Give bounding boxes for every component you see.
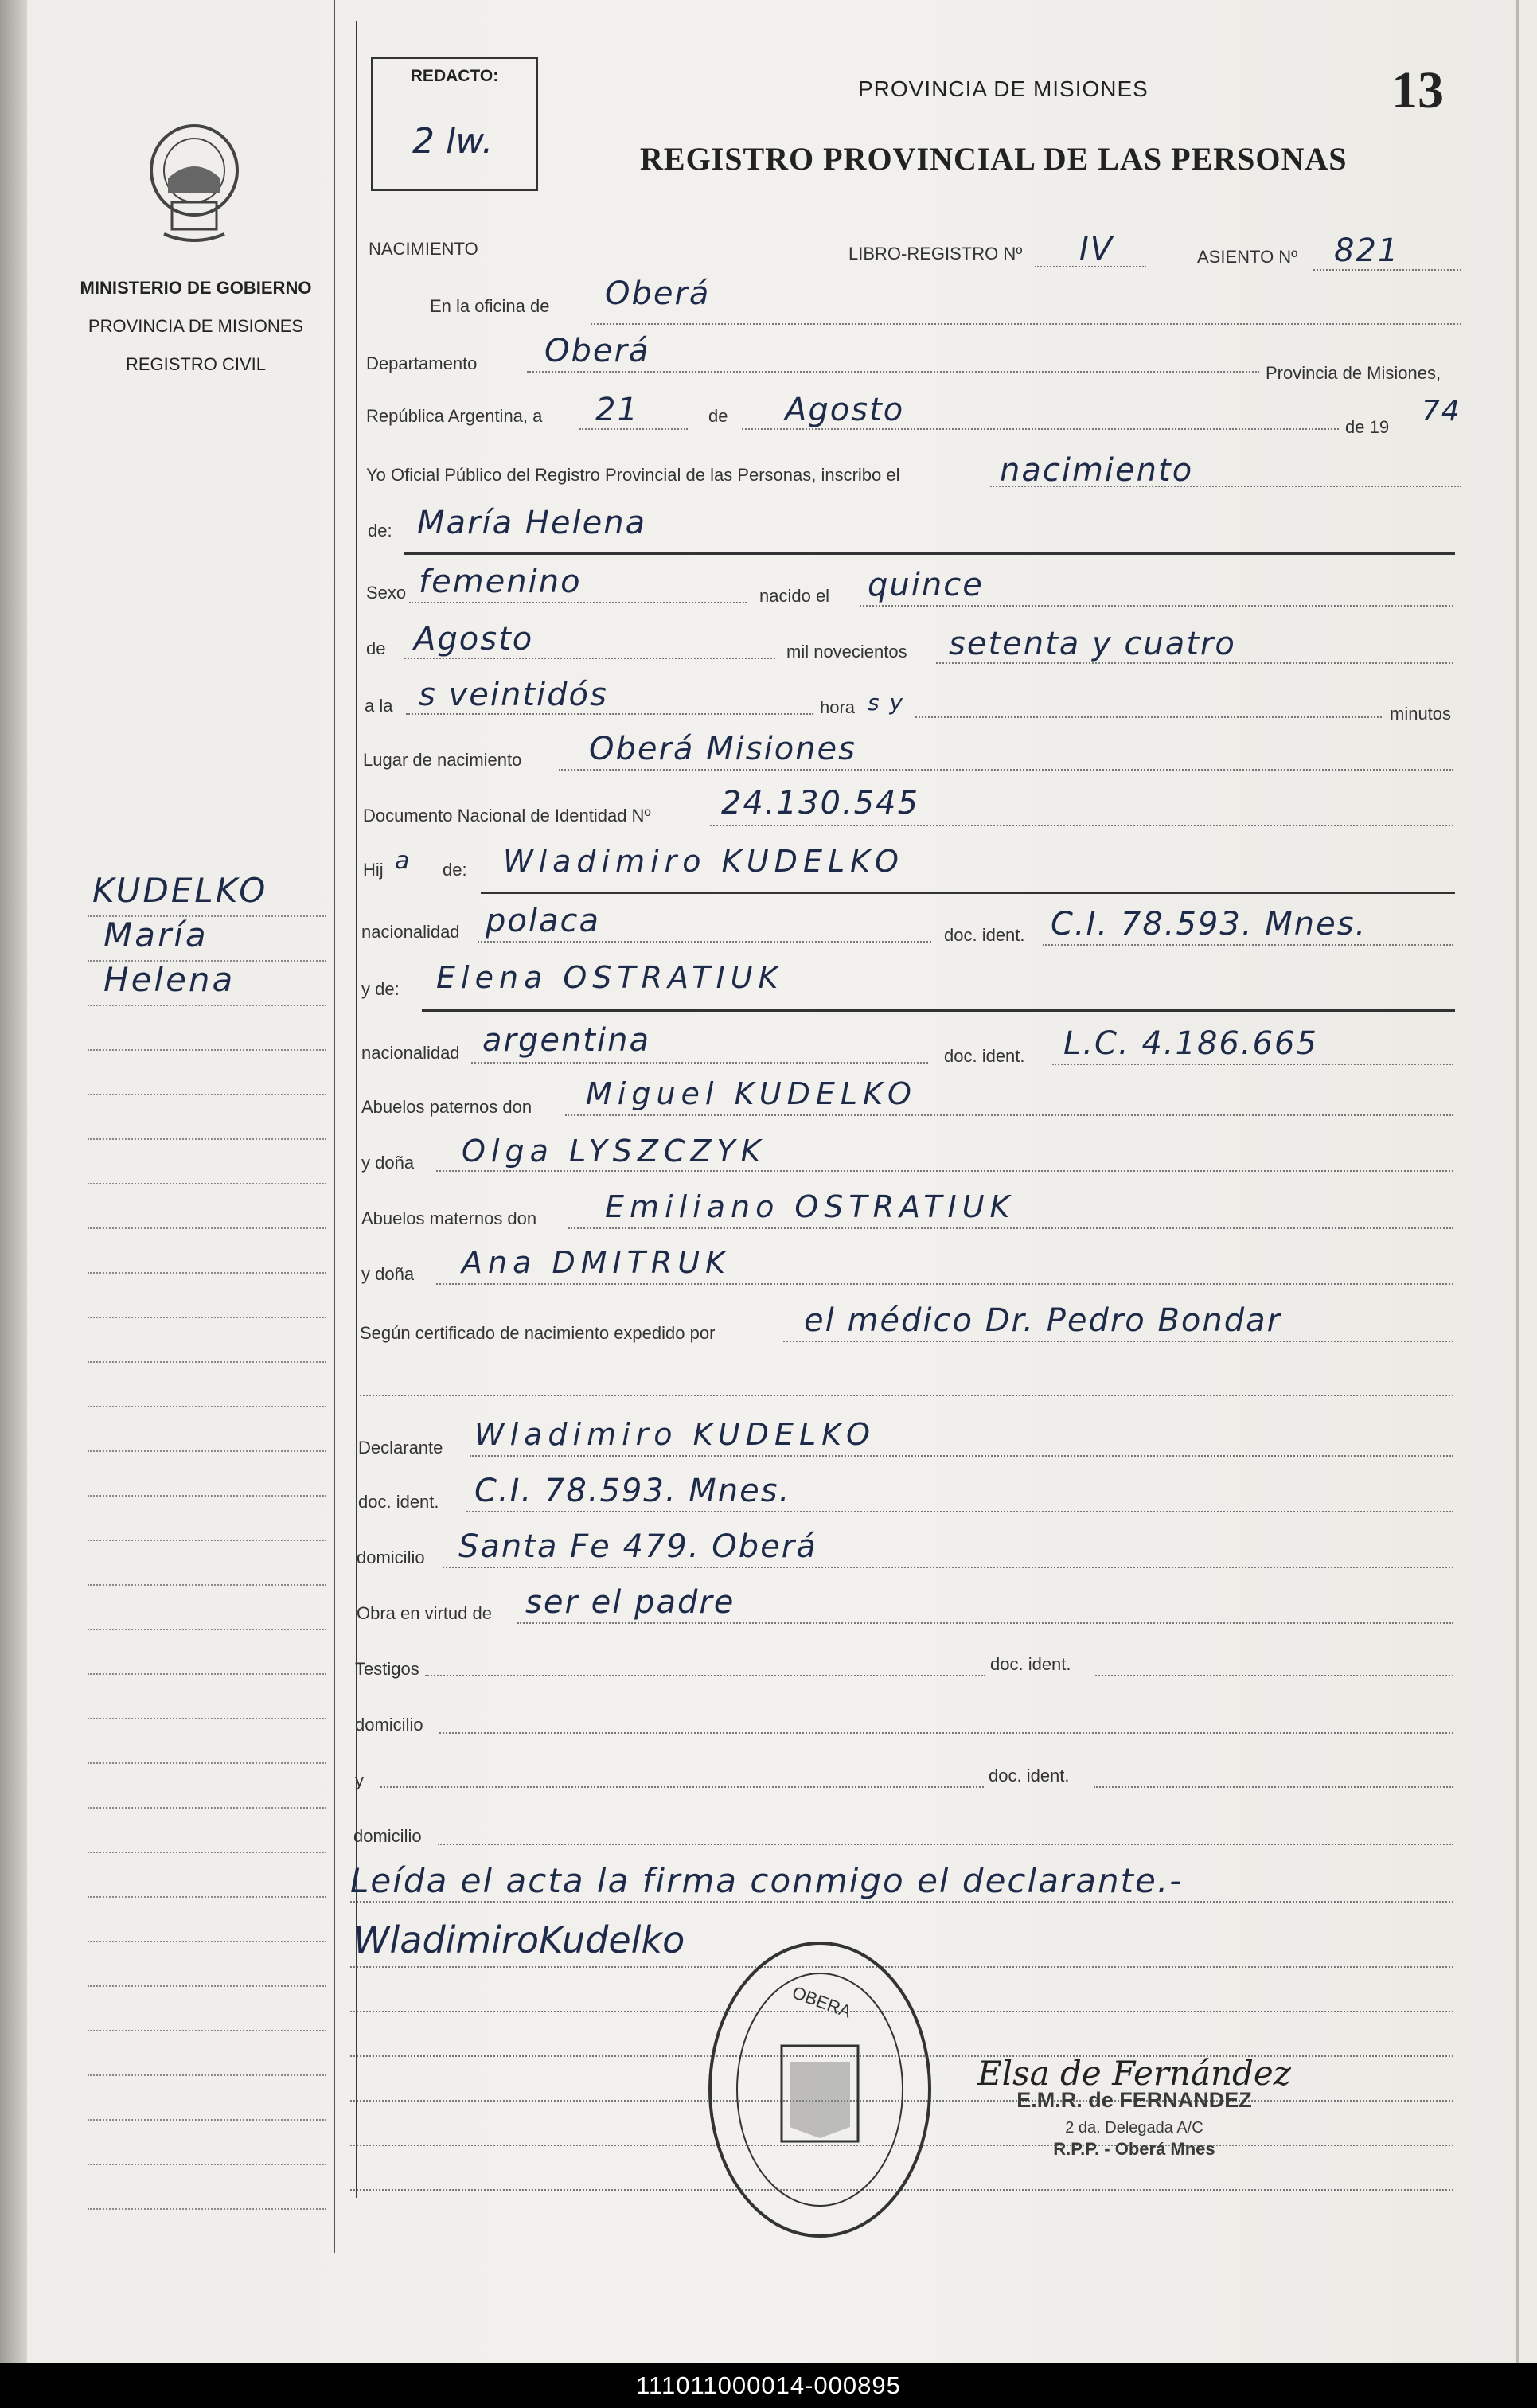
margin-ruled-line bbox=[88, 1673, 326, 1675]
label-de3: de bbox=[366, 638, 386, 658]
dotline bbox=[565, 1114, 1453, 1116]
dotline bbox=[471, 1062, 928, 1064]
margin-ruled-line bbox=[88, 915, 326, 917]
label-oficina: En la oficina de bbox=[430, 296, 550, 316]
dotline bbox=[1313, 269, 1461, 271]
dotline bbox=[527, 371, 1259, 373]
dotline bbox=[710, 825, 1453, 826]
label-hij: Hij bbox=[363, 860, 384, 880]
official-stamp-icon bbox=[700, 1934, 939, 2245]
margin-ruled-line bbox=[88, 1852, 326, 1853]
ministry-civil: REGISTRO CIVIL bbox=[125, 354, 267, 374]
label-testigos: Testigos bbox=[355, 1659, 419, 1679]
dotline bbox=[360, 1395, 1453, 1396]
label-nacimiento: NACIMIENTO bbox=[369, 239, 478, 259]
dotline bbox=[1095, 1675, 1453, 1676]
margin-ruled-line bbox=[88, 1495, 326, 1497]
value-madre: Elena OSTRATIUK bbox=[436, 960, 784, 995]
dotline bbox=[404, 658, 775, 659]
margin-ruled-line bbox=[88, 2208, 326, 2210]
label-nac2: nacionalidad bbox=[361, 1043, 460, 1063]
margin-note-surname: KUDELKO bbox=[92, 871, 268, 910]
margin-ruled-line bbox=[88, 1584, 326, 1586]
value-libro: IV bbox=[1079, 231, 1114, 267]
margin-ruled-line bbox=[88, 1406, 326, 1407]
label-doc1: doc. ident. bbox=[944, 925, 1025, 945]
label-dom2: domicilio bbox=[355, 1715, 423, 1735]
ministry-province: PROVINCIA DE MISIONES bbox=[88, 316, 304, 336]
margin-ruled-line bbox=[88, 1807, 326, 1809]
value-ab-pat2: Olga LYSZCZYK bbox=[462, 1134, 767, 1169]
value-departamento: Oberá bbox=[544, 333, 650, 369]
dotline bbox=[1035, 266, 1146, 267]
label-nacido: nacido el bbox=[759, 586, 830, 606]
value-padre: Wladimiro KUDELKO bbox=[503, 844, 904, 879]
margin-ruled-line bbox=[88, 1985, 326, 1987]
dotline bbox=[1052, 1064, 1453, 1065]
label-obra: Obra en virtud de bbox=[357, 1603, 492, 1623]
official-role: 2 da. Delegada A/C bbox=[1065, 2119, 1203, 2137]
margin-ruled-line bbox=[88, 1629, 326, 1630]
dotline bbox=[1043, 944, 1453, 946]
value-doc2: L.C. 4.186.665 bbox=[1063, 1025, 1318, 1062]
margin-ruled-line bbox=[88, 960, 326, 962]
margin-ruled-line bbox=[88, 1183, 326, 1184]
registry-heading: REGISTRO PROVINCIAL DE LAS PERSONAS bbox=[640, 141, 1348, 177]
label-provincia-suffix: Provincia de Misiones, bbox=[1266, 363, 1441, 383]
dotline bbox=[436, 1283, 1453, 1285]
label-republica: República Argentina, a bbox=[366, 406, 543, 426]
dotline bbox=[860, 605, 1453, 607]
value-obra: ser el padre bbox=[525, 1584, 735, 1621]
margin-ruled-line bbox=[88, 1896, 326, 1898]
redacto-box bbox=[371, 57, 538, 191]
dotline bbox=[990, 486, 1461, 487]
label-libro: LIBRO-REGISTRO Nº bbox=[848, 244, 1023, 263]
value-ab-pat: Miguel KUDELKO bbox=[586, 1076, 917, 1111]
dotline bbox=[517, 1622, 1453, 1624]
dotline bbox=[439, 1732, 1453, 1734]
value-inscribo: nacimiento bbox=[1000, 452, 1194, 489]
label-lugar: Lugar de nacimiento bbox=[363, 750, 522, 770]
label-doc3: doc. ident. bbox=[358, 1492, 439, 1512]
value-hora-text: s veintidós bbox=[419, 677, 608, 713]
label-sexo: Sexo bbox=[366, 583, 407, 603]
dotline bbox=[425, 1675, 985, 1676]
ministry-block bbox=[53, 269, 339, 384]
dotline bbox=[915, 716, 1382, 718]
official-signature-block bbox=[977, 2054, 1291, 2160]
margin-ruled-line bbox=[88, 2164, 326, 2165]
footer-code: 111011000014-000895 bbox=[0, 2363, 1537, 2408]
province-seal-icon bbox=[148, 123, 240, 244]
dotline bbox=[1094, 1786, 1453, 1788]
margin-ruled-line bbox=[88, 1540, 326, 1541]
official-place: R.P.P. - Oberá Mnes bbox=[1053, 2139, 1215, 2159]
value-dia: 21 bbox=[595, 392, 639, 428]
value-hora-suffix: s y bbox=[868, 689, 905, 716]
dotline bbox=[579, 428, 688, 430]
value-segun: el médico Dr. Pedro Bondar bbox=[804, 1302, 1282, 1339]
value-nombre: María Helena bbox=[417, 505, 647, 541]
label-nac1: nacionalidad bbox=[361, 922, 460, 942]
svg-text:OBERA: OBERA bbox=[790, 1982, 855, 2022]
province-heading: PROVINCIA DE MISIONES bbox=[858, 76, 1149, 101]
solidline bbox=[404, 552, 1455, 555]
margin-ruled-line bbox=[88, 1718, 326, 1719]
redacto-value: 2 lw. bbox=[412, 121, 493, 162]
right-edge bbox=[1516, 0, 1519, 2363]
dotline bbox=[742, 428, 1339, 430]
margin-ruled-line bbox=[88, 1005, 326, 1006]
label-doc2: doc. ident. bbox=[944, 1046, 1025, 1066]
value-hij-suffix: a bbox=[395, 847, 412, 875]
value-nac1: polaca bbox=[486, 903, 600, 939]
margin-ruled-line bbox=[88, 1361, 326, 1363]
dotline bbox=[406, 713, 813, 715]
margin-ruled-line bbox=[88, 1762, 326, 1764]
label-y: y bbox=[355, 1770, 364, 1790]
margin-note-name1: María bbox=[103, 915, 209, 954]
label-hora: hora bbox=[820, 697, 856, 717]
official-name: E.M.R. de FERNANDEZ bbox=[1016, 2088, 1252, 2112]
label-yo-oficial: Yo Oficial Público del Registro Provincial de las Personas, inscribo el bbox=[366, 465, 900, 485]
redacto-label: REDACTO: bbox=[410, 67, 499, 85]
value-nacido: quince bbox=[868, 567, 984, 603]
label-segun: Según certificado de nacimiento expedido por bbox=[360, 1323, 716, 1343]
label-de: de bbox=[708, 406, 728, 426]
dotline bbox=[783, 1341, 1453, 1342]
label-a-la: a la bbox=[365, 696, 393, 716]
label-ydona1: y doña bbox=[361, 1153, 415, 1173]
margin-ruled-line bbox=[88, 2119, 326, 2121]
label-anio: de 19 bbox=[1345, 417, 1390, 437]
margin-ruled-line bbox=[88, 2074, 326, 2076]
margin-ruled-line bbox=[88, 1317, 326, 1318]
value-mes: Agosto bbox=[785, 392, 905, 428]
label-ab-pat: Abuelos paternos don bbox=[361, 1097, 532, 1117]
label-departamento: Departamento bbox=[366, 353, 478, 373]
label-declarante: Declarante bbox=[358, 1438, 443, 1458]
value-mes2: Agosto bbox=[414, 621, 534, 658]
dotline bbox=[591, 323, 1461, 325]
margin-ruled-line bbox=[88, 1450, 326, 1452]
value-doc3: C.I. 78.593. Mnes. bbox=[474, 1473, 791, 1509]
value-ab-mat2: Ana DMITRUK bbox=[462, 1245, 731, 1280]
dotline bbox=[559, 769, 1453, 771]
value-ab-mat: Emiliano OSTRATIUK bbox=[605, 1189, 1016, 1224]
page-number: 13 bbox=[1391, 61, 1444, 119]
official-signature: Elsa de Fernández bbox=[977, 2054, 1291, 2093]
dotline bbox=[568, 1227, 1453, 1229]
value-sexo: femenino bbox=[419, 564, 582, 600]
dotline bbox=[436, 1170, 1453, 1172]
dotline bbox=[443, 1567, 1453, 1568]
value-lugar: Oberá Misiones bbox=[589, 731, 857, 767]
dotline bbox=[409, 602, 747, 603]
label-yde: y de: bbox=[361, 979, 400, 999]
label-doc5: doc. ident. bbox=[989, 1766, 1070, 1786]
dotline bbox=[466, 1511, 1453, 1512]
declarant-signature: WladimiroKudelko bbox=[353, 1918, 685, 1961]
margin-ruled-line bbox=[88, 1049, 326, 1051]
label-ab-mat: Abuelos maternos don bbox=[361, 1208, 537, 1228]
value-dni: 24.130.545 bbox=[721, 785, 920, 822]
value-doc1: C.I. 78.593. Mnes. bbox=[1051, 906, 1367, 943]
margin-ruled-line bbox=[88, 1272, 326, 1274]
margin-note-name2: Helena bbox=[103, 960, 236, 999]
value-anio: 74 bbox=[1422, 395, 1461, 427]
margin-ruled-line bbox=[88, 1941, 326, 1942]
label-mil: mil novecientos bbox=[786, 642, 907, 662]
solidline bbox=[422, 1009, 1455, 1012]
dotline bbox=[380, 1786, 984, 1788]
ministry-name: MINISTERIO DE GOBIERNO bbox=[80, 278, 312, 298]
label-domicilio: domicilio bbox=[357, 1547, 425, 1567]
label-de4: de: bbox=[443, 860, 467, 880]
label-asiento: ASIENTO Nº bbox=[1197, 247, 1298, 267]
label-doc4: doc. ident. bbox=[990, 1654, 1071, 1674]
dotline bbox=[936, 662, 1453, 664]
dotline bbox=[438, 1844, 1453, 1845]
value-asiento: 821 bbox=[1334, 232, 1400, 269]
dotline bbox=[478, 941, 931, 943]
label-de2: de: bbox=[368, 521, 392, 541]
value-mil: setenta y cuatro bbox=[949, 626, 1236, 662]
label-minutos: minutos bbox=[1390, 704, 1452, 724]
margin-ruled-line bbox=[88, 1227, 326, 1229]
margin-ruled-line bbox=[88, 1138, 326, 1140]
margin-ruled-line bbox=[88, 1094, 326, 1095]
label-dom3: domicilio bbox=[353, 1826, 422, 1846]
solidline bbox=[481, 892, 1455, 894]
closing-text: Leída el acta la firma conmigo el declarante.- bbox=[350, 1861, 1184, 1900]
label-ydona2: y doña bbox=[361, 1264, 415, 1284]
margin-ruled-line bbox=[88, 2030, 326, 2031]
label-dni: Documento Nacional de Identidad Nº bbox=[363, 806, 651, 825]
value-domicilio: Santa Fe 479. Oberá bbox=[458, 1528, 817, 1565]
dotline bbox=[350, 1901, 1453, 1903]
value-oficina: Oberá bbox=[605, 275, 711, 312]
value-nac2: argentina bbox=[482, 1022, 650, 1059]
dotline bbox=[470, 1455, 1453, 1457]
value-declarante: Wladimiro KUDELKO bbox=[474, 1417, 876, 1452]
